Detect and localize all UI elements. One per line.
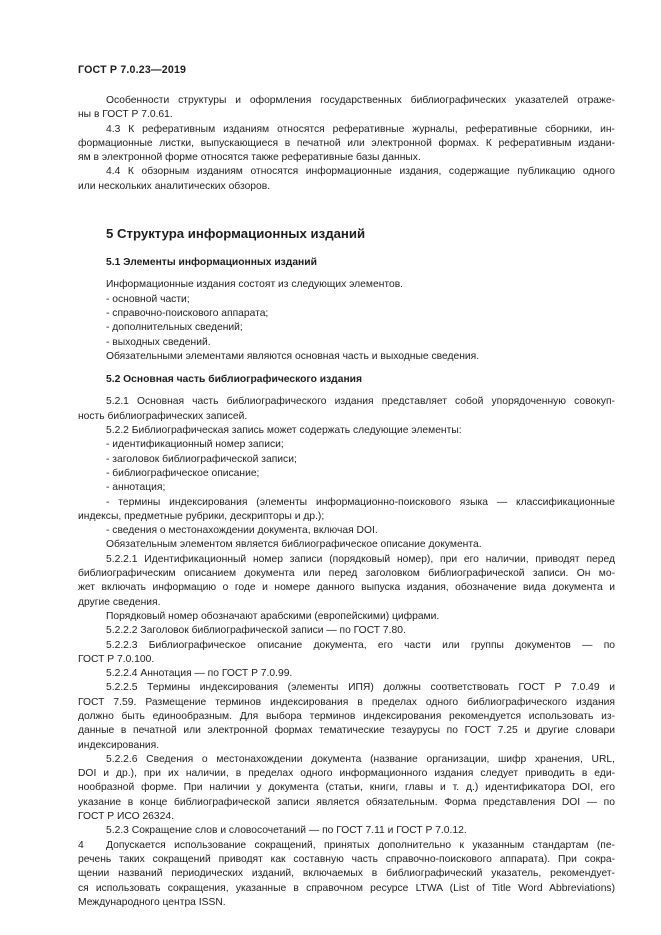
text-line: Информационные издания состоят из следующих элементов. xyxy=(106,279,404,291)
text-line: 5.2.2.6 Сведения о местонахождении документа (название организации, шифр хранения, URL, xyxy=(106,753,615,765)
text-line: 5.2.3 Сокращение слов и словосочетаний — по ГОСТ 7.11 и ГОСТ Р 7.0.12. xyxy=(106,825,467,837)
text-line: указание в конце библиографической записи является обязательным. Форма представления DOI — по xyxy=(78,796,615,808)
text-line: формационные листки, выпускающиеся в печатной или электронной формах. К реферативным издани- xyxy=(78,137,615,149)
text-line: ность библиографических записей. xyxy=(78,410,248,422)
document-body xyxy=(78,94,615,910)
text-line: или нескольких аналитических обзоров. xyxy=(78,180,271,192)
text-line: ГОСТ Р ИСО 26324. xyxy=(78,811,174,823)
list-item: - дополнительных сведений; xyxy=(106,322,243,334)
text-line: должно быть единообразным. Для выбора терминов индексирования рекомендуется использовать из- xyxy=(78,710,615,722)
text-line: Обязательным элементом является библиографическое описание документа. xyxy=(106,539,482,551)
text-line: Порядковый номер обозначают арабскими (европейскими) цифрами. xyxy=(106,610,440,622)
text-line: 4.4 К обзорным изданиям относятся информационные издания, содержащие публикацию одного xyxy=(106,166,615,178)
text-line: 5.2.2.2 Заголовок библиографической записи — по ГОСТ 7.80. xyxy=(106,625,406,637)
text-line: ся использовать сокращения, указанные в справочном ресурсе LTWA (List of Title Word Abbreviations) xyxy=(78,882,615,894)
text-line: 4.3 К реферативным изданиям относятся реферативные журналы, реферативные сборники, ин- xyxy=(106,123,615,135)
list-item: - справочно-поискового аппарата; xyxy=(106,307,269,319)
list-item: - сведения о местонахождении документа, включая DOI. xyxy=(106,525,378,537)
text-line: речень таких сокращений приводят как составную часть справочно-поискового аппарата). При сокра- xyxy=(78,853,615,865)
list-item: - аннотация; xyxy=(106,482,166,494)
text-line: жет включать информацию о годе и номере данного выпуска издания, обозначение вида документа и xyxy=(78,582,615,594)
list-item: - основной части; xyxy=(106,293,190,305)
page-number: 4 xyxy=(78,840,84,851)
text-line: щении названий периодических изданий, включаемых в библиографический указатель, рекомендует- xyxy=(78,868,615,880)
text-line: 5.2.2.1 Идентификационный номер записи (порядковый номер), при его наличии, приводят перед xyxy=(106,553,615,565)
list-item: - идентификационный номер записи; xyxy=(106,439,284,451)
text-line: 5.2.2.4 Аннотация — по ГОСТ Р 7.0.99. xyxy=(106,668,293,680)
text-line: 5.2.2 Библиографическая запись может содержать следующие элементы: xyxy=(106,425,462,437)
text-line: нообразной форме. При наличии у документа (статьи, книги, главы и т. д.) идентификатора DOI, его xyxy=(78,782,615,794)
text-line: 5.2.2.5 Термины индексирования (элементы ИПЯ) должны соответствовать ГОСТ Р 7.0.49 и xyxy=(106,682,615,694)
text-line: Особенности структуры и оформления государственных библиографических указателей отраже- xyxy=(106,95,615,106)
list-item: - заголовок библиографической записи; xyxy=(106,453,297,465)
text-line: ям в электронной форме относятся также реферативные базы данных. xyxy=(78,152,421,164)
text-line: DOI и др.), при их наличии, в пределах одного информационного издания следует приводить в еди- xyxy=(78,768,615,780)
text-line: 5.2.1 Основная часть библиографического издания представляет собой упорядоченную совокуп- xyxy=(106,396,615,408)
text-line: индексирования. xyxy=(78,739,160,751)
text-line: индексы, предметные рубрики, дескрипторы и др.); xyxy=(78,510,325,522)
list-item: - библиографическое описание; xyxy=(106,467,260,479)
text-line: Допускается использование сокращений, принятых дополнительно к указанным стандартам (пе- xyxy=(106,839,615,851)
text-line: 5.2.2.3 Библиографическое описание документа, его части или группы документов — по xyxy=(106,639,615,651)
text-line: другие сведения. xyxy=(78,596,161,608)
text-line: Обязательными элементами являются основная часть и выходные сведения. xyxy=(106,350,480,362)
document-header: ГОСТ Р 7.0.23—2019 xyxy=(78,64,187,76)
subsection-heading: 5.2 Основная часть библиографического издания xyxy=(106,374,363,386)
list-item: - термины индексирования (элементы информационно-поискового языка — классификационные xyxy=(106,496,615,508)
text-line: ГОСТ 7.59. Размещение терминов индексирования в пределах одного библиографического издания xyxy=(78,696,615,708)
text-line: данные в печатной или электронной формах тематические тезаурусы по ГОСТ 7.25 и другие словари xyxy=(78,725,615,737)
section-heading: 5 Структура информационных изданий xyxy=(106,226,366,242)
subsection-heading: 5.1 Элементы информационных изданий xyxy=(106,257,317,269)
list-item: - выходных сведений. xyxy=(106,336,211,348)
text-line: ГОСТ Р 7.0.100. xyxy=(78,653,155,665)
text-line: ны в ГОСТ Р 7.0.61. xyxy=(78,109,173,121)
text-line: Международного центра ISSN. xyxy=(78,896,226,908)
text-line: библиографическим описанием документа или перед заголовком библиографической записи. Он мо- xyxy=(78,568,615,580)
